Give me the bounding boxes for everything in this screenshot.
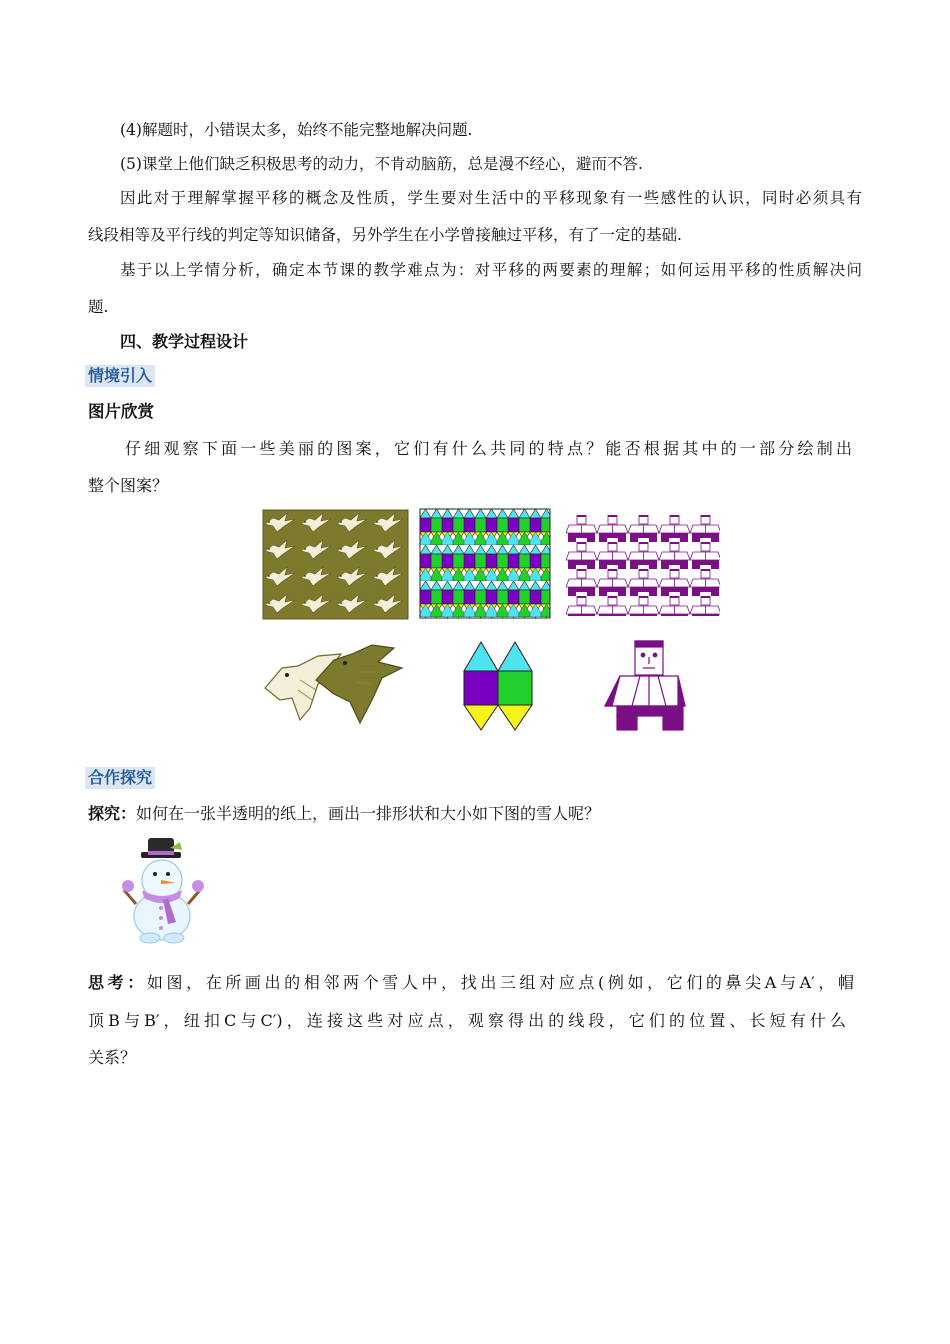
paragraph-line: (5)课堂上他们缺乏积极思考的动力，不肯动脑筋，总是漫不经心，避而不答. [120, 155, 643, 173]
robot-motif-image [605, 641, 685, 730]
robot-tessellation-image [566, 515, 720, 616]
bird-tessellation-image [263, 510, 408, 619]
explore-label: 探究： [88, 804, 137, 823]
section-heading: 四、教学过程设计 [120, 332, 249, 351]
snowman-image [122, 838, 204, 943]
tag-coop: 合作探究 [85, 767, 155, 789]
paragraph-line: 线段相等及平行线的判定等知识储备，另外学生在小学曾接触过平移，有了一定的基础. [88, 226, 682, 244]
paragraph-line: 仔细观察下面一些美丽的图案，它们有什么共同的特点？能否根据其中的一部分绘制出 [125, 439, 852, 458]
gem-motif-image [464, 642, 532, 730]
think-text: 如图，在所画出的相邻两个雪人中，找出三组对应点(例如，它们的鼻尖A与A′，帽 [146, 973, 854, 992]
subheading: 图片欣赏 [88, 402, 154, 421]
gem-tessellation-image [420, 509, 550, 618]
explore-line [88, 803, 600, 825]
paragraph-line: 因此对于理解掌握平移的概念及性质，学生要对生活中的平移现象有一些感性的认识，同时必须具有 [120, 189, 862, 207]
paragraph-line: 顶B与B′，纽扣C与C′)，连接这些对应点，观察得出的线段，它们的位置、长短有什么 [88, 1011, 846, 1030]
paragraph-line: (4)解题时，小错误太多，始终不能完整地解决问题. [120, 121, 473, 139]
explore-text: 如何在一张半透明的纸上，画出一排形状和大小如下图的雪人呢？ [136, 804, 601, 823]
think-label: 思考： [88, 973, 147, 992]
paragraph-line: 题. [88, 298, 109, 316]
paragraph-line: 关系？ [88, 1048, 137, 1067]
tag-intro: 情境引入 [85, 365, 155, 387]
paragraph-line: 整个图案？ [88, 476, 169, 495]
paragraph-line: 基于以上学情分析，确定本节课的教学难点为：对平移的两要素的理解；如何运用平移的性质解决问 [120, 261, 862, 279]
think-line [88, 972, 854, 994]
bird-motif-image [265, 645, 402, 723]
